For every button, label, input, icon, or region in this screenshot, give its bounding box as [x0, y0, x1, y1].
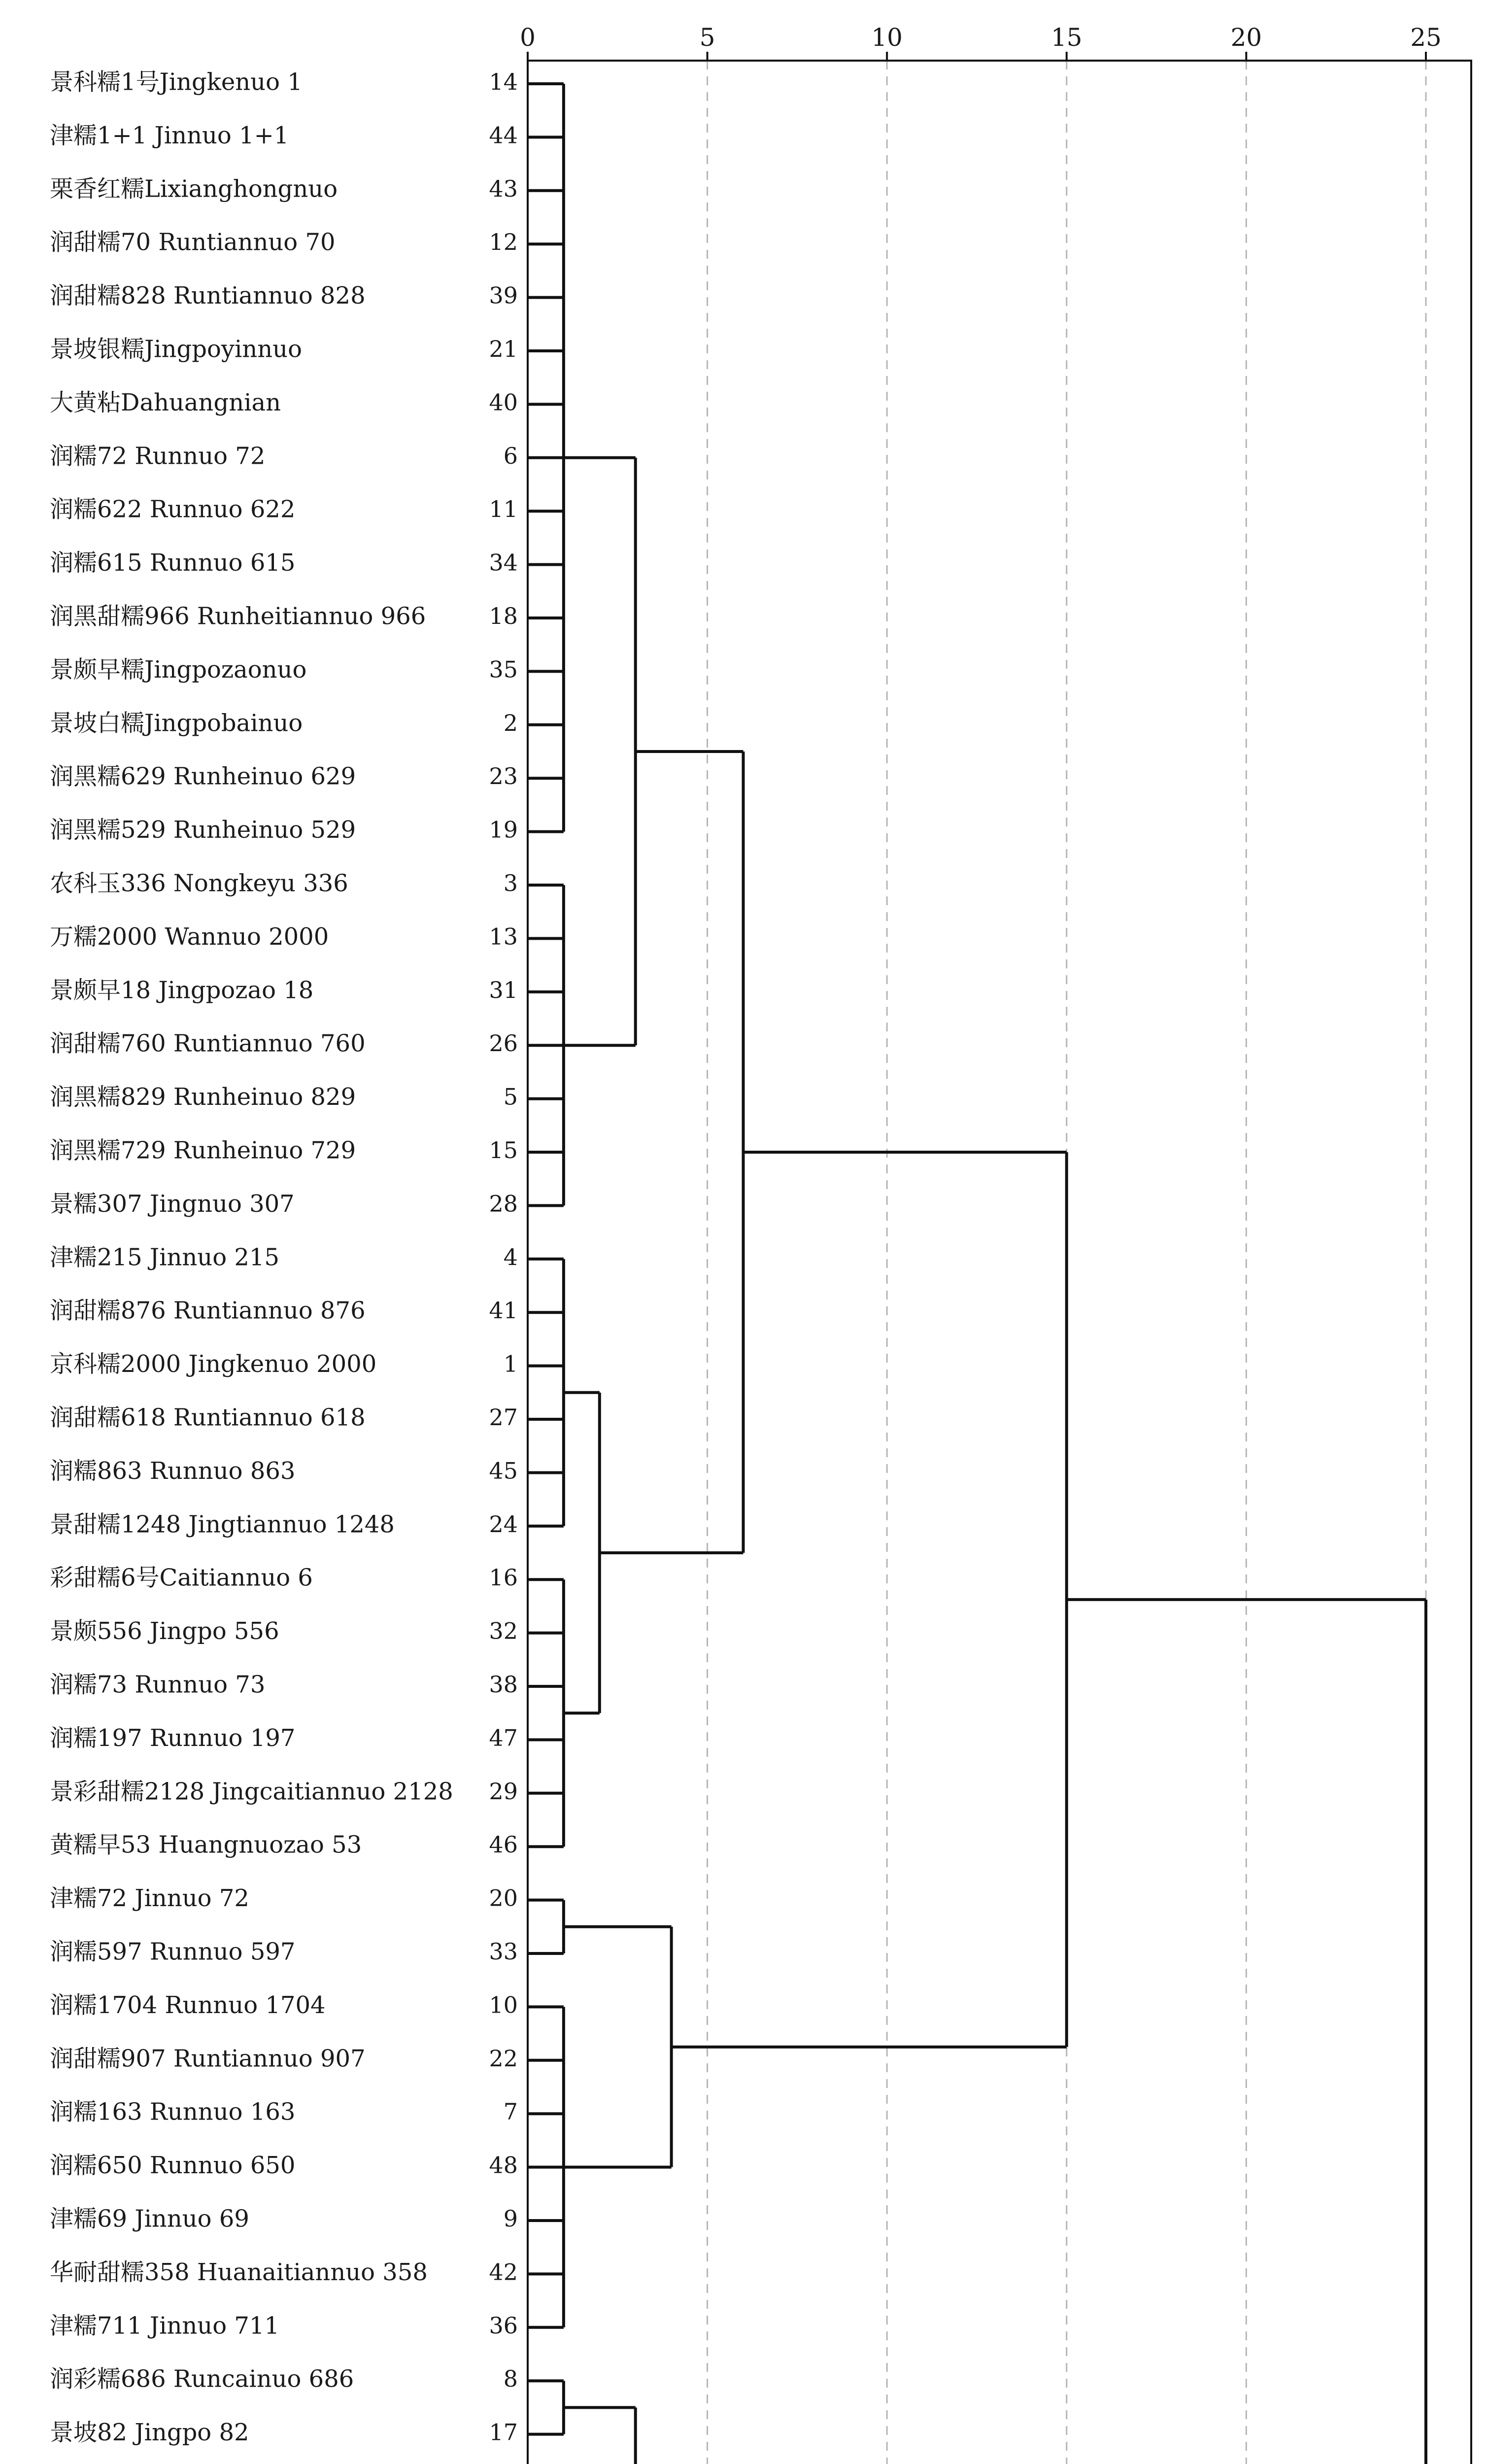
leaf-id: 1 [503, 1350, 518, 1377]
leaf-name: 润糯863 Runnuo 863 [50, 1457, 296, 1485]
leaf-id: 8 [503, 2365, 518, 2393]
leaf-id: 22 [489, 2045, 518, 2072]
leaf-name: 润糯163 Runnuo 163 [50, 2098, 296, 2126]
leaf-id: 46 [489, 1831, 518, 1858]
leaf-name: 京科糯2000 Jingkenuo 2000 [50, 1350, 377, 1378]
leaf-name: 润糯73 Runnuo 73 [50, 1671, 266, 1699]
leaf-name: 景坡82 Jingpo 82 [50, 2419, 249, 2447]
leaf-id: 31 [489, 976, 518, 1003]
leaf-name: 润黑糯729 Runheinuo 729 [50, 1136, 356, 1164]
leaf-name: 润黑糯629 Runheinuo 629 [50, 762, 356, 790]
leaf-name: 景坡白糯Jingpobainuo [50, 709, 303, 737]
leaf-id: 21 [489, 336, 518, 362]
leaf-name: 润糯72 Runnuo 72 [50, 442, 266, 470]
leaf-name: 润糯197 Runnuo 197 [50, 1724, 296, 1752]
leaf-name: 润黑糯829 Runheinuo 829 [50, 1083, 356, 1111]
leaf-id: 24 [489, 1510, 518, 1538]
dendrogram-tree [528, 84, 1426, 2464]
leaf-labels [50, 68, 518, 2464]
leaf-name: 润甜糯618 Runtiannuo 618 [50, 1403, 366, 1432]
leaf-name: 景坡银糯Jingpoyinnuo [50, 335, 302, 363]
leaf-name: 润甜糯907 Runtiannuo 907 [50, 2045, 366, 2073]
leaf-name: 彩甜糯6号Caitiannuo 6 [50, 1564, 313, 1592]
leaf-name: 景彩甜糯2128 Jingcaitiannuo 2128 [50, 1778, 453, 1806]
leaf-name: 栗香红糯Lixianghongnuo [50, 175, 338, 203]
leaf-id: 13 [489, 923, 518, 950]
leaf-id: 34 [489, 549, 518, 576]
leaf-name: 润甜糯760 Runtiannuo 760 [50, 1029, 366, 1058]
leaf-id: 39 [489, 282, 518, 309]
leaf-id: 10 [489, 1991, 518, 2019]
leaf-name: 润甜糯876 Runtiannuo 876 [50, 1297, 366, 1325]
leaf-id: 38 [489, 1671, 518, 1698]
leaf-name: 润甜糯70 Runtiannuo 70 [50, 228, 336, 256]
leaf-name: 景糯307 Jingnuo 307 [50, 1190, 295, 1218]
leaf-name: 景科糯1号Jingkenuo 1 [50, 68, 303, 96]
leaf-name: 津糯72 Jinnuo 72 [50, 1884, 249, 1913]
leaf-name: 津糯1+1 Jinnuo 1+1 [50, 121, 289, 149]
leaf-name: 润糯622 Runnuo 622 [50, 495, 296, 523]
leaf-id: 43 [489, 175, 518, 202]
leaf-id: 28 [489, 1190, 518, 1217]
x-tick-label: 20 [1230, 23, 1262, 52]
x-axis [520, 23, 1442, 61]
leaf-name: 大黄粘Dahuangnian [50, 388, 281, 416]
leaf-id: 48 [489, 2152, 518, 2179]
leaf-id: 32 [489, 1617, 518, 1644]
leaf-id: 40 [489, 389, 518, 416]
leaf-name: 景颇早18 Jingpozao 18 [50, 976, 314, 1004]
leaf-id: 27 [489, 1404, 518, 1431]
leaf-id: 41 [489, 1297, 518, 1324]
leaf-id: 29 [489, 1778, 518, 1805]
leaf-name: 润糯597 Runnuo 597 [50, 1938, 296, 1966]
leaf-id: 7 [503, 2098, 518, 2125]
leaf-id: 14 [489, 68, 518, 95]
x-tick-label: 10 [871, 23, 903, 52]
leaf-name: 润糯1704 Runnuo 1704 [50, 1991, 326, 2019]
leaf-id: 6 [503, 442, 518, 469]
leaf-name: 润糯615 Runnuo 615 [50, 549, 296, 577]
leaf-id: 44 [489, 122, 518, 149]
leaf-name: 万糯2000 Wannuo 2000 [50, 923, 329, 951]
leaf-name: 景颇早糯Jingpozaonuo [50, 655, 307, 684]
leaf-name: 润黑糯529 Runheinuo 529 [50, 816, 356, 844]
leaf-name: 润彩糯686 Runcainuo 686 [50, 2365, 354, 2393]
plot-frame [528, 61, 1471, 2464]
leaf-id: 33 [489, 1938, 518, 1965]
leaf-id: 19 [489, 816, 518, 843]
leaf-id: 16 [489, 1564, 518, 1591]
leaf-id: 4 [503, 1243, 518, 1270]
leaf-name: 润黑甜糯966 Runheitiannuo 966 [50, 602, 426, 630]
x-tick-label: 5 [699, 23, 715, 52]
leaf-name: 华耐甜糯358 Huanaitiannuo 358 [50, 2258, 428, 2286]
leaf-id: 42 [489, 2259, 518, 2286]
leaf-id: 5 [503, 1083, 518, 1110]
leaf-id: 26 [489, 1030, 518, 1057]
leaf-id: 20 [489, 1884, 518, 1912]
x-tick-label: 0 [520, 23, 536, 52]
leaf-name: 景甜糯1248 Jingtiannuo 1248 [50, 1510, 395, 1539]
leaf-name: 黄糯早53 Huangnuozao 53 [50, 1831, 362, 1859]
x-tick-label: 15 [1050, 23, 1082, 52]
leaf-name: 津糯215 Jinnuo 215 [50, 1243, 279, 1271]
leaf-name: 农科玉336 Nongkeyu 336 [50, 869, 348, 897]
leaf-id: 18 [489, 603, 518, 629]
leaf-id: 35 [489, 656, 518, 683]
leaf-id: 47 [489, 1724, 518, 1751]
leaf-id: 45 [489, 1457, 518, 1484]
leaf-id: 2 [503, 709, 518, 736]
leaf-name: 津糯69 Jinnuo 69 [50, 2205, 249, 2233]
leaf-name: 津糯711 Jinnuo 711 [50, 2312, 279, 2340]
leaf-id: 12 [489, 229, 518, 256]
leaf-id: 3 [503, 870, 518, 896]
leaf-id: 23 [489, 763, 518, 790]
leaf-name: 景颇556 Jingpo 556 [50, 1617, 279, 1645]
x-tick-label: 25 [1410, 23, 1442, 52]
leaf-id: 9 [503, 2205, 518, 2232]
leaf-id: 17 [489, 2419, 518, 2446]
leaf-id: 36 [489, 2312, 518, 2339]
leaf-name: 润糯650 Runnuo 650 [50, 2152, 296, 2180]
leaf-id: 15 [489, 1137, 518, 1164]
leaf-name: 润甜糯828 Runtiannuo 828 [50, 282, 366, 310]
leaf-id: 11 [489, 496, 518, 523]
